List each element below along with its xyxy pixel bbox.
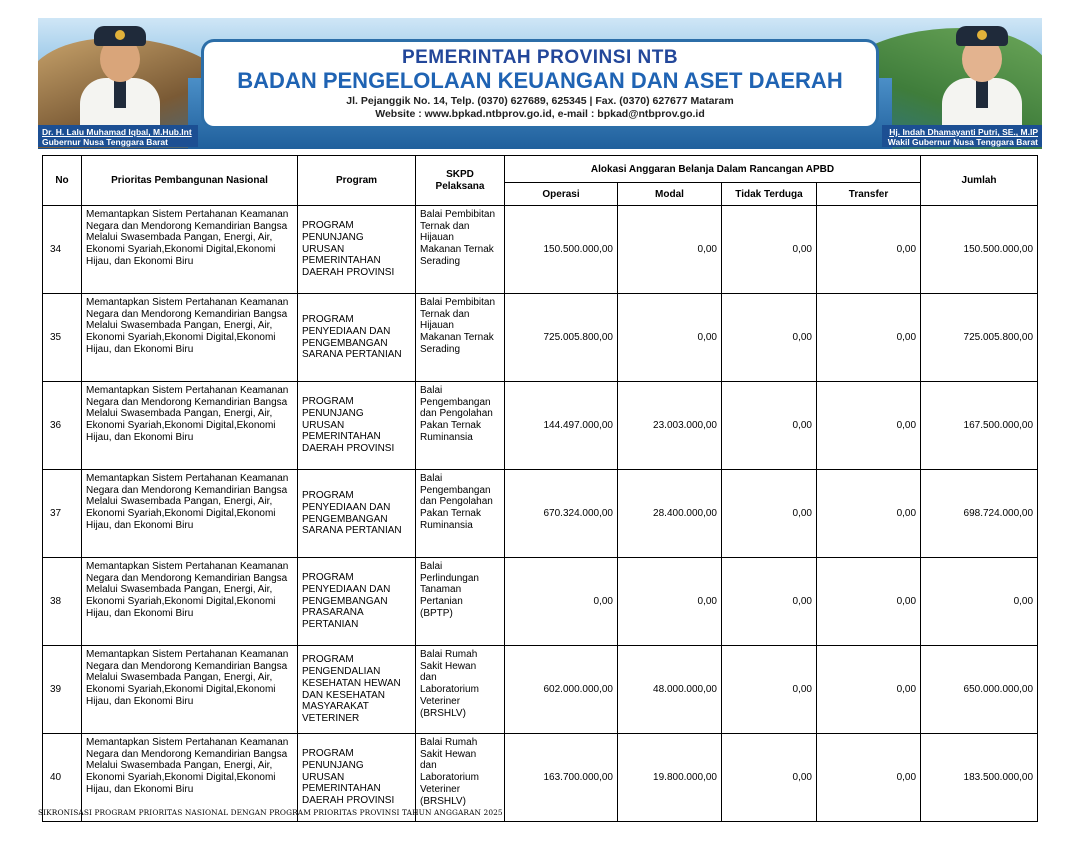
row-program: PROGRAM PENYEDIAAN DAN PENGEMBANGAN SARANA PERTANIAN — [298, 470, 416, 558]
row-skpd: Balai Pengembangan dan Pengolahan Pakan Ternak Ruminansia — [416, 382, 505, 470]
header-website: Website : www.bpkad.ntbprov.go.id, e-mail : bpkad@ntbprov.go.id — [375, 108, 705, 120]
header-government-title: PEMERINTAH PROVINSI NTB — [401, 47, 679, 68]
table-row — [43, 206, 1038, 294]
row-prioritas: Memantapkan Sistem Pertahanan Keamanan Negara dan Mendorong Kemandirian Bangsa Melalui Swasembada Pangan, Energi, Air, Ekonomi Syariah,Ekonomi Digital,Ekonomi Hijau, dan Ekonomi Biru — [82, 294, 298, 382]
row-skpd: Balai Pembibitan Ternak dan Hijauan Makanan Ternak Serading — [416, 206, 505, 294]
row-program: PROGRAM PENYEDIAAN DAN PENGEMBANGAN PRASARANA PERTANIAN — [298, 558, 416, 646]
row-no: 40 — [43, 734, 82, 822]
row-tidak-terduga: 0,00 — [722, 382, 817, 470]
row-operasi: 725.005.800,00 — [505, 294, 618, 382]
row-jumlah: 650.000.000,00 — [921, 646, 1038, 734]
row-modal: 0,00 — [618, 294, 722, 382]
row-program: PROGRAM PENUNJANG URUSAN PEMERINTAHAN DAERAH PROVINSI — [298, 206, 416, 294]
col-header-skpd: SKPD Pelaksana — [416, 156, 505, 206]
row-transfer: 0,00 — [817, 382, 921, 470]
table-row — [43, 646, 1038, 734]
row-skpd: Balai Rumah Sakit Hewan dan Laboratorium Veteriner (BRSHLV) — [416, 734, 505, 822]
table-row — [43, 294, 1038, 382]
row-prioritas: Memantapkan Sistem Pertahanan Keamanan Negara dan Mendorong Kemandirian Bangsa Melalui Swasembada Pangan, Energi, Air, Ekonomi Syariah,Ekonomi Digital,Ekonomi Hijau, dan Ekonomi Biru — [82, 558, 298, 646]
row-prioritas: Memantapkan Sistem Pertahanan Keamanan Negara dan Mendorong Kemandirian Bangsa Melalui Swasembada Pangan, Energi, Air, Ekonomi Syariah,Ekonomi Digital,Ekonomi Hijau, dan Ekonomi Biru — [82, 382, 298, 470]
row-jumlah: 725.005.800,00 — [921, 294, 1038, 382]
row-skpd: Balai Rumah Sakit Hewan dan Laboratorium Veteriner (BRSHLV) — [416, 646, 505, 734]
row-jumlah: 183.500.000,00 — [921, 734, 1038, 822]
row-skpd: Balai Perlindungan Tanaman Pertanian (BPTP) — [416, 558, 505, 646]
row-transfer: 0,00 — [817, 470, 921, 558]
row-program: PROGRAM PENUNJANG URUSAN PEMERINTAHAN DAERAH PROVINSI — [298, 382, 416, 470]
col-header-alokasi: Alokasi Anggaran Belanja Dalam Rancangan APBD — [505, 156, 921, 183]
row-modal: 19.800.000,00 — [618, 734, 722, 822]
vice-governor-title: Wakil Gubernur Nusa Tenggara Barat — [887, 137, 1038, 147]
row-skpd: Balai Pembibitan Ternak dan Hijauan Makanan Ternak Serading — [416, 294, 505, 382]
vice-governor-name: Hj. Indah Dhamayanti Putri, SE., M.IP — [889, 127, 1038, 137]
col-header-no: No — [43, 156, 82, 206]
row-tidak-terduga: 0,00 — [722, 294, 817, 382]
row-prioritas: Memantapkan Sistem Pertahanan Keamanan Negara dan Mendorong Kemandirian Bangsa Melalui Swasembada Pangan, Energi, Air, Ekonomi Syariah,Ekonomi Digital,Ekonomi Hijau, dan Ekonomi Biru — [82, 206, 298, 294]
row-jumlah: 0,00 — [921, 558, 1038, 646]
col-header-transfer: Transfer — [817, 183, 921, 206]
col-header-jumlah: Jumlah — [921, 156, 1038, 206]
row-transfer: 0,00 — [817, 294, 921, 382]
header-agency-title: BADAN PENGELOLAAN KEUANGAN DAN ASET DAERAH — [237, 68, 843, 93]
budget-table-body — [43, 206, 1038, 822]
vice-governor-caption — [882, 125, 1042, 147]
row-transfer: 0,00 — [817, 734, 921, 822]
row-tidak-terduga: 0,00 — [722, 206, 817, 294]
col-header-modal: Modal — [618, 183, 722, 206]
row-jumlah: 150.500.000,00 — [921, 206, 1038, 294]
row-operasi: 0,00 — [505, 558, 618, 646]
row-no: 36 — [43, 382, 82, 470]
row-prioritas: Memantapkan Sistem Pertahanan Keamanan Negara dan Mendorong Kemandirian Bangsa Melalui Swasembada Pangan, Energi, Air, Ekonomi Syariah,Ekonomi Digital,Ekonomi Hijau, dan Ekonomi Biru — [82, 646, 298, 734]
row-modal: 23.003.000,00 — [618, 382, 722, 470]
row-transfer: 0,00 — [817, 646, 921, 734]
budget-table — [42, 155, 1038, 822]
row-modal: 28.400.000,00 — [618, 470, 722, 558]
row-prioritas: Memantapkan Sistem Pertahanan Keamanan Negara dan Mendorong Kemandirian Bangsa Melalui Swasembada Pangan, Energi, Air, Ekonomi Syariah,Ekonomi Digital,Ekonomi Hijau, dan Ekonomi Biru — [82, 470, 298, 558]
row-operasi: 163.700.000,00 — [505, 734, 618, 822]
row-transfer: 0,00 — [817, 558, 921, 646]
table-row — [43, 470, 1038, 558]
header-title-panel — [204, 42, 876, 126]
row-tidak-terduga: 0,00 — [722, 558, 817, 646]
table-row — [43, 382, 1038, 470]
row-no: 34 — [43, 206, 82, 294]
col-header-program: Program — [298, 156, 416, 206]
row-no: 35 — [43, 294, 82, 382]
vice-governor-photo — [940, 22, 1024, 126]
col-header-prioritas: Prioritas Pembangunan Nasional — [82, 156, 298, 206]
row-jumlah: 167.500.000,00 — [921, 382, 1038, 470]
row-operasi: 602.000.000,00 — [505, 646, 618, 734]
table-row — [43, 558, 1038, 646]
row-transfer: 0,00 — [817, 206, 921, 294]
governor-photo — [78, 22, 162, 126]
col-header-tidak-terduga: Tidak Terduga — [722, 183, 817, 206]
row-modal: 0,00 — [618, 206, 722, 294]
row-no: 37 — [43, 470, 82, 558]
governor-caption — [38, 125, 198, 147]
row-modal: 0,00 — [618, 558, 722, 646]
col-header-operasi: Operasi — [505, 183, 618, 206]
governor-title: Gubernur Nusa Tenggara Barat — [42, 137, 168, 147]
row-modal: 48.000.000,00 — [618, 646, 722, 734]
row-no: 39 — [43, 646, 82, 734]
row-no: 38 — [43, 558, 82, 646]
row-prioritas: Memantapkan Sistem Pertahanan Keamanan Negara dan Mendorong Kemandirian Bangsa Melalui Swasembada Pangan, Energi, Air, Ekonomi Syariah,Ekonomi Digital,Ekonomi Hijau, dan Ekonomi Biru — [82, 734, 298, 822]
row-skpd: Balai Pengembangan dan Pengolahan Pakan Ternak Ruminansia — [416, 470, 505, 558]
row-tidak-terduga: 0,00 — [722, 734, 817, 822]
header-banner — [38, 18, 1042, 149]
row-program: PROGRAM PENGENDALIAN KESEHATAN HEWAN DAN KESEHATAN MASYARAKAT VETERINER — [298, 646, 416, 734]
row-operasi: 670.324.000,00 — [505, 470, 618, 558]
footer-note: SIKRONISASI PROGRAM PRIORITAS NASIONAL DENGAN PROGRAM PRIORITAS PROVINSI TAHUN ANGGARAN 2025 — [38, 808, 503, 817]
row-jumlah: 698.724.000,00 — [921, 470, 1038, 558]
row-program: PROGRAM PENUNJANG URUSAN PEMERINTAHAN DAERAH PROVINSI — [298, 734, 416, 822]
row-operasi: 144.497.000,00 — [505, 382, 618, 470]
row-operasi: 150.500.000,00 — [505, 206, 618, 294]
row-tidak-terduga: 0,00 — [722, 646, 817, 734]
header-address: Jl. Pejanggik No. 14, Telp. (0370) 627689, 625345 | Fax. (0370) 627677 Mataram — [346, 95, 734, 107]
row-program: PROGRAM PENYEDIAAN DAN PENGEMBANGAN SARANA PERTANIAN — [298, 294, 416, 382]
governor-name: Dr. H. Lalu Muhamad Iqbal, M.Hub.Int — [42, 127, 192, 137]
row-tidak-terduga: 0,00 — [722, 470, 817, 558]
